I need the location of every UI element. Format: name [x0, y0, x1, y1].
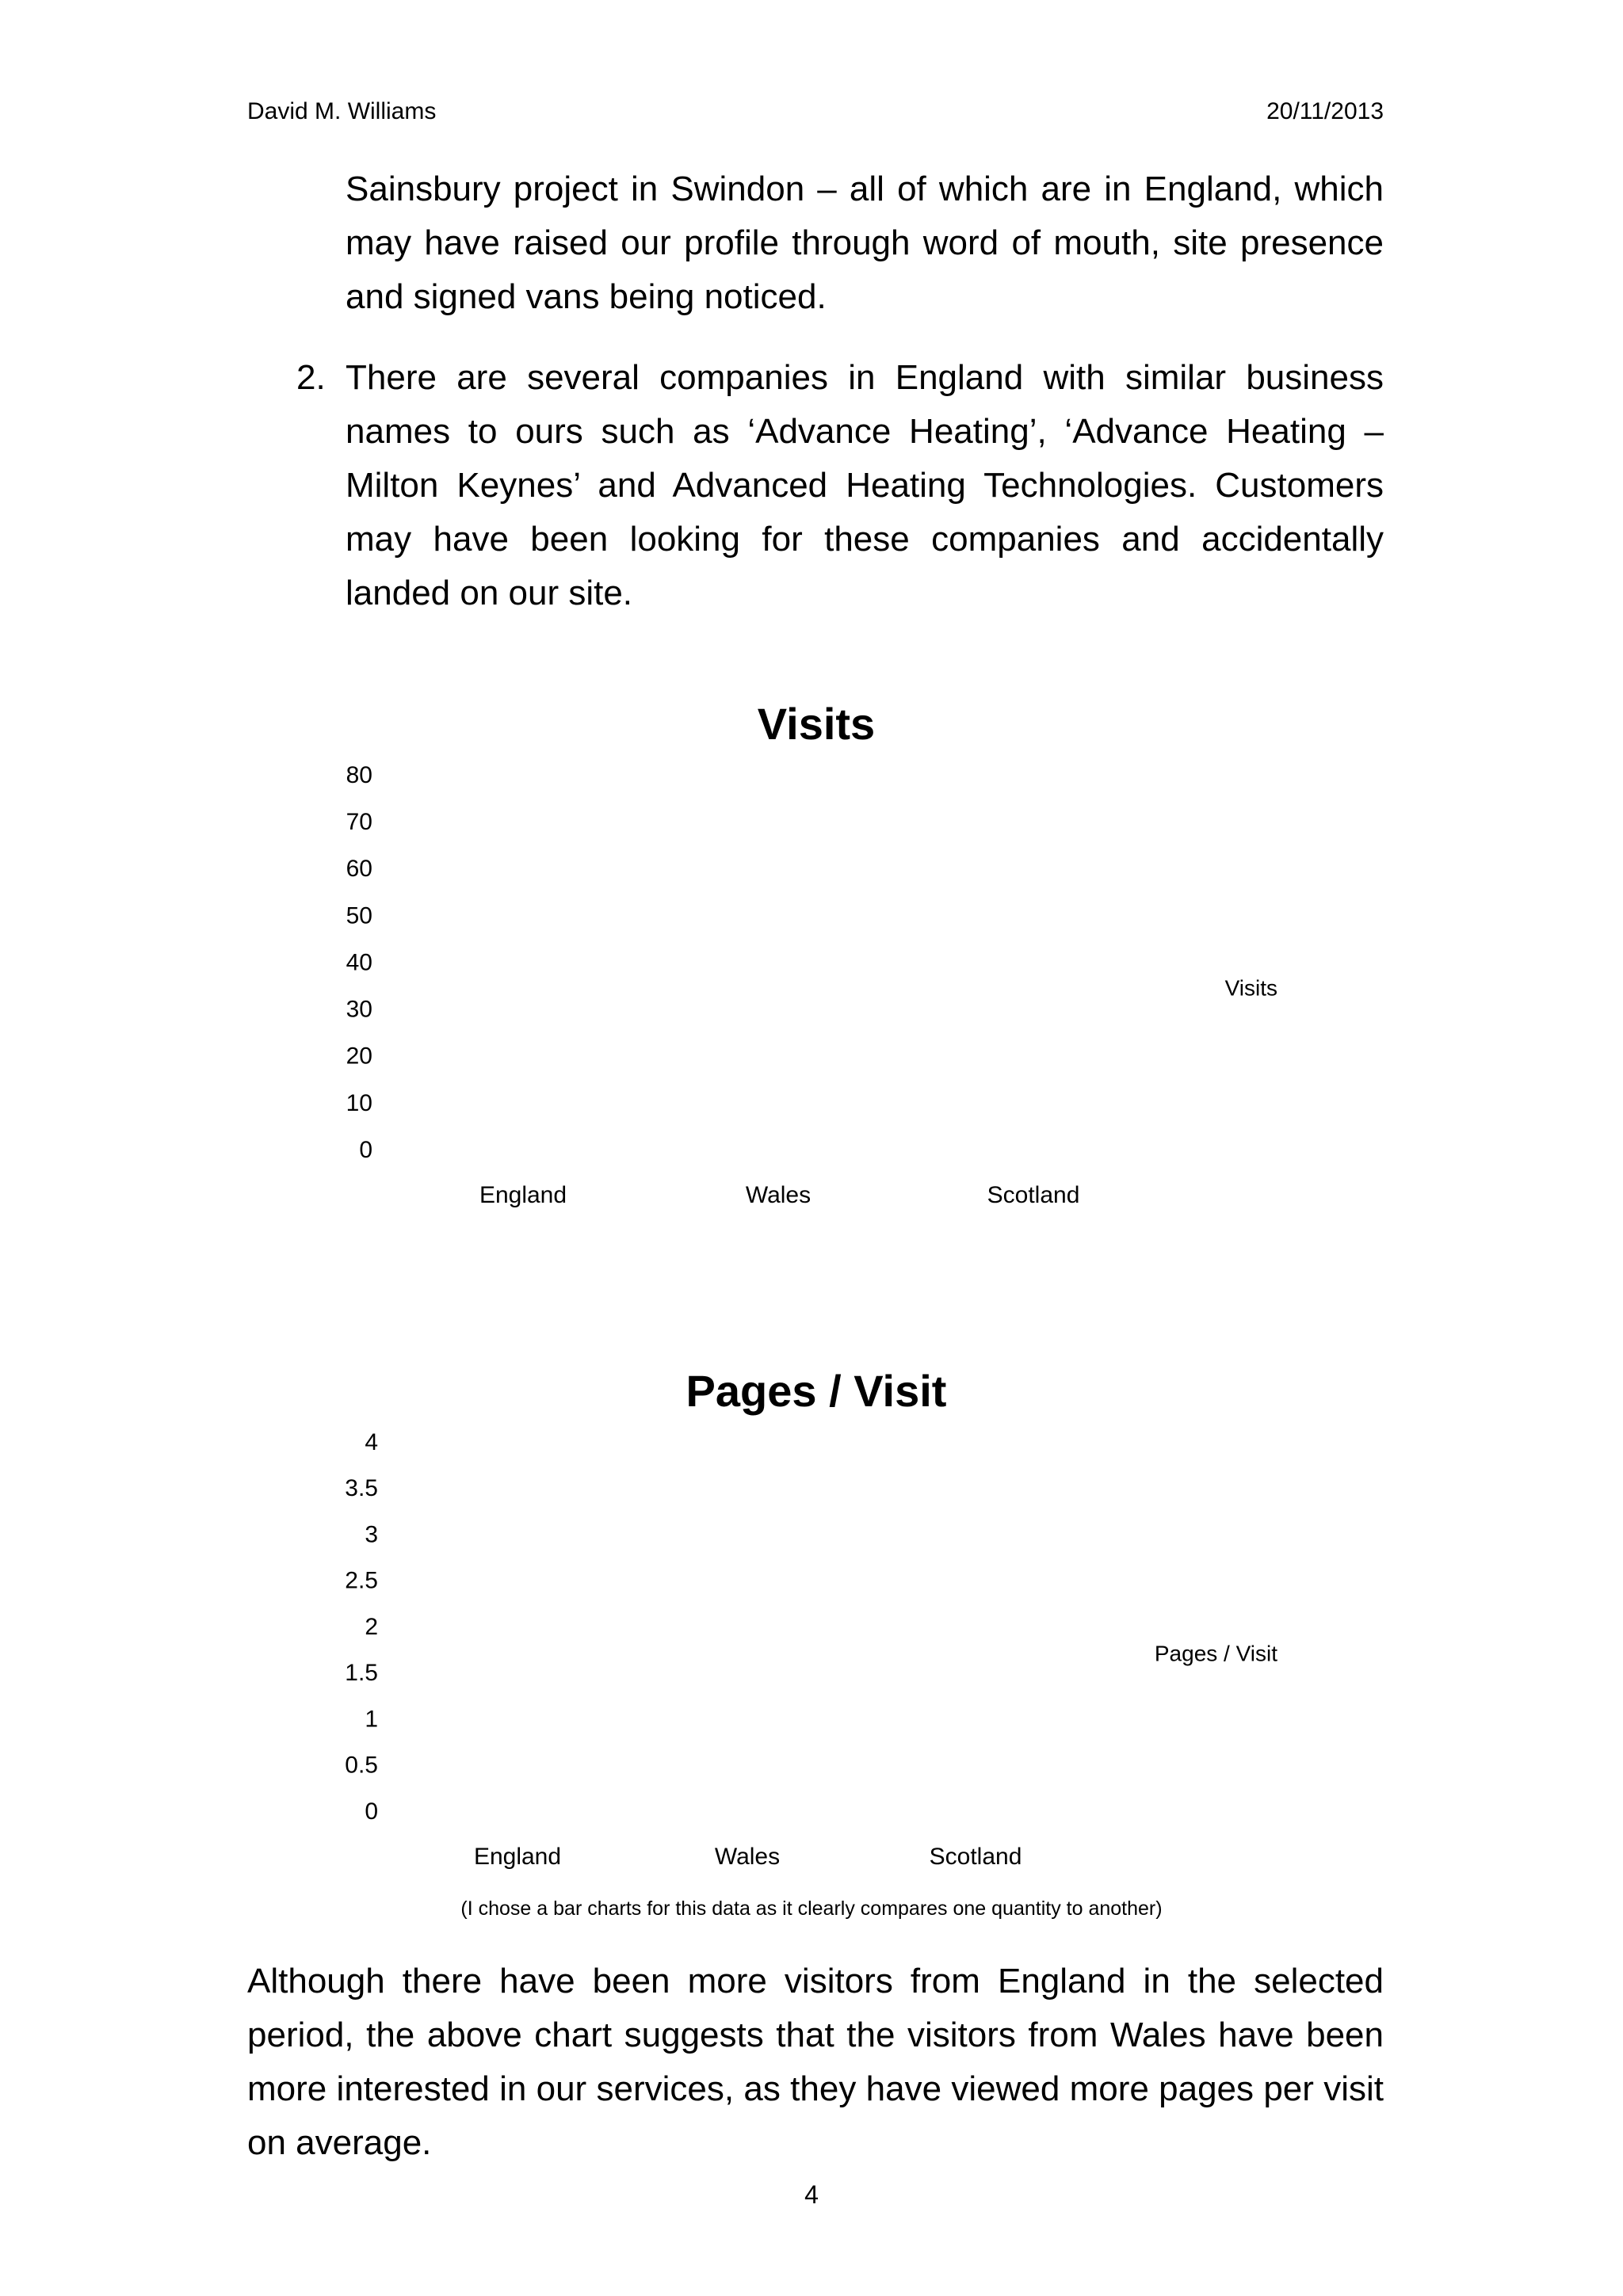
y-tick-label: 2	[365, 1613, 378, 1640]
y-tick-label: 3.5	[345, 1475, 378, 1502]
x-category-label: England	[479, 1181, 567, 1208]
list-number: 2.	[296, 358, 326, 397]
legend-entry: Pages / Visit	[1154, 1641, 1277, 1666]
y-tick-label: 0	[359, 1136, 372, 1163]
y-tick-label: 1	[365, 1706, 378, 1733]
header-author: David M. Williams	[247, 98, 437, 124]
y-tick-label: 60	[346, 856, 372, 883]
y-tick-label: 1.5	[345, 1660, 378, 1687]
y-tick-label: 50	[346, 902, 372, 929]
y-tick-label: 80	[346, 761, 372, 788]
x-category-label: Scotland	[929, 1843, 1022, 1870]
paragraph-continuation: Sainsbury project in Swindon – all of which are in England, which may have raised our profile through word of mouth, site presence and signed vans being noticed.	[346, 170, 1384, 316]
list-item-paragraph: There are several companies in England with similar business names to ours such as ‘Advance Heating’, ‘Advance Heating – Milton Keynes’ and Advanced Heating Technologies. Customers may have been looking for these companies and accidentally landed on our site.	[346, 358, 1384, 612]
y-tick-label: 20	[346, 1043, 372, 1070]
chart-title: Visits	[757, 698, 876, 749]
y-tick-label: 4	[365, 1428, 378, 1455]
x-category-label: England	[473, 1843, 562, 1870]
y-tick-label: 0.5	[345, 1752, 378, 1779]
x-category-label: Scotland	[987, 1181, 1080, 1208]
chart-title: Pages / Visit	[685, 1365, 947, 1416]
y-tick-label: 70	[346, 809, 372, 836]
y-tick-label: 40	[346, 949, 372, 976]
y-tick-label: 30	[346, 996, 372, 1023]
conclusion-paragraph: Although there have been more visitors from England in the selected period, the above chart suggests that the visitors from Wales have been more interested in our services, as they have viewed more pages per visit on average.	[247, 1962, 1384, 2162]
x-category-label: Wales	[714, 1843, 781, 1870]
header-date: 20/11/2013	[1266, 98, 1384, 124]
y-tick-label: 0	[365, 1798, 378, 1825]
page-number: 4	[804, 2180, 819, 2209]
y-tick-label: 10	[346, 1089, 372, 1116]
y-tick-label: 2.5	[345, 1567, 378, 1594]
x-category-label: Wales	[745, 1181, 812, 1208]
legend-entry: Visits	[1224, 975, 1277, 1001]
y-tick-label: 3	[365, 1521, 378, 1548]
chart-caption: (I chose a bar charts for this data as it clearly compares one quantity to another)	[460, 1897, 1163, 1920]
